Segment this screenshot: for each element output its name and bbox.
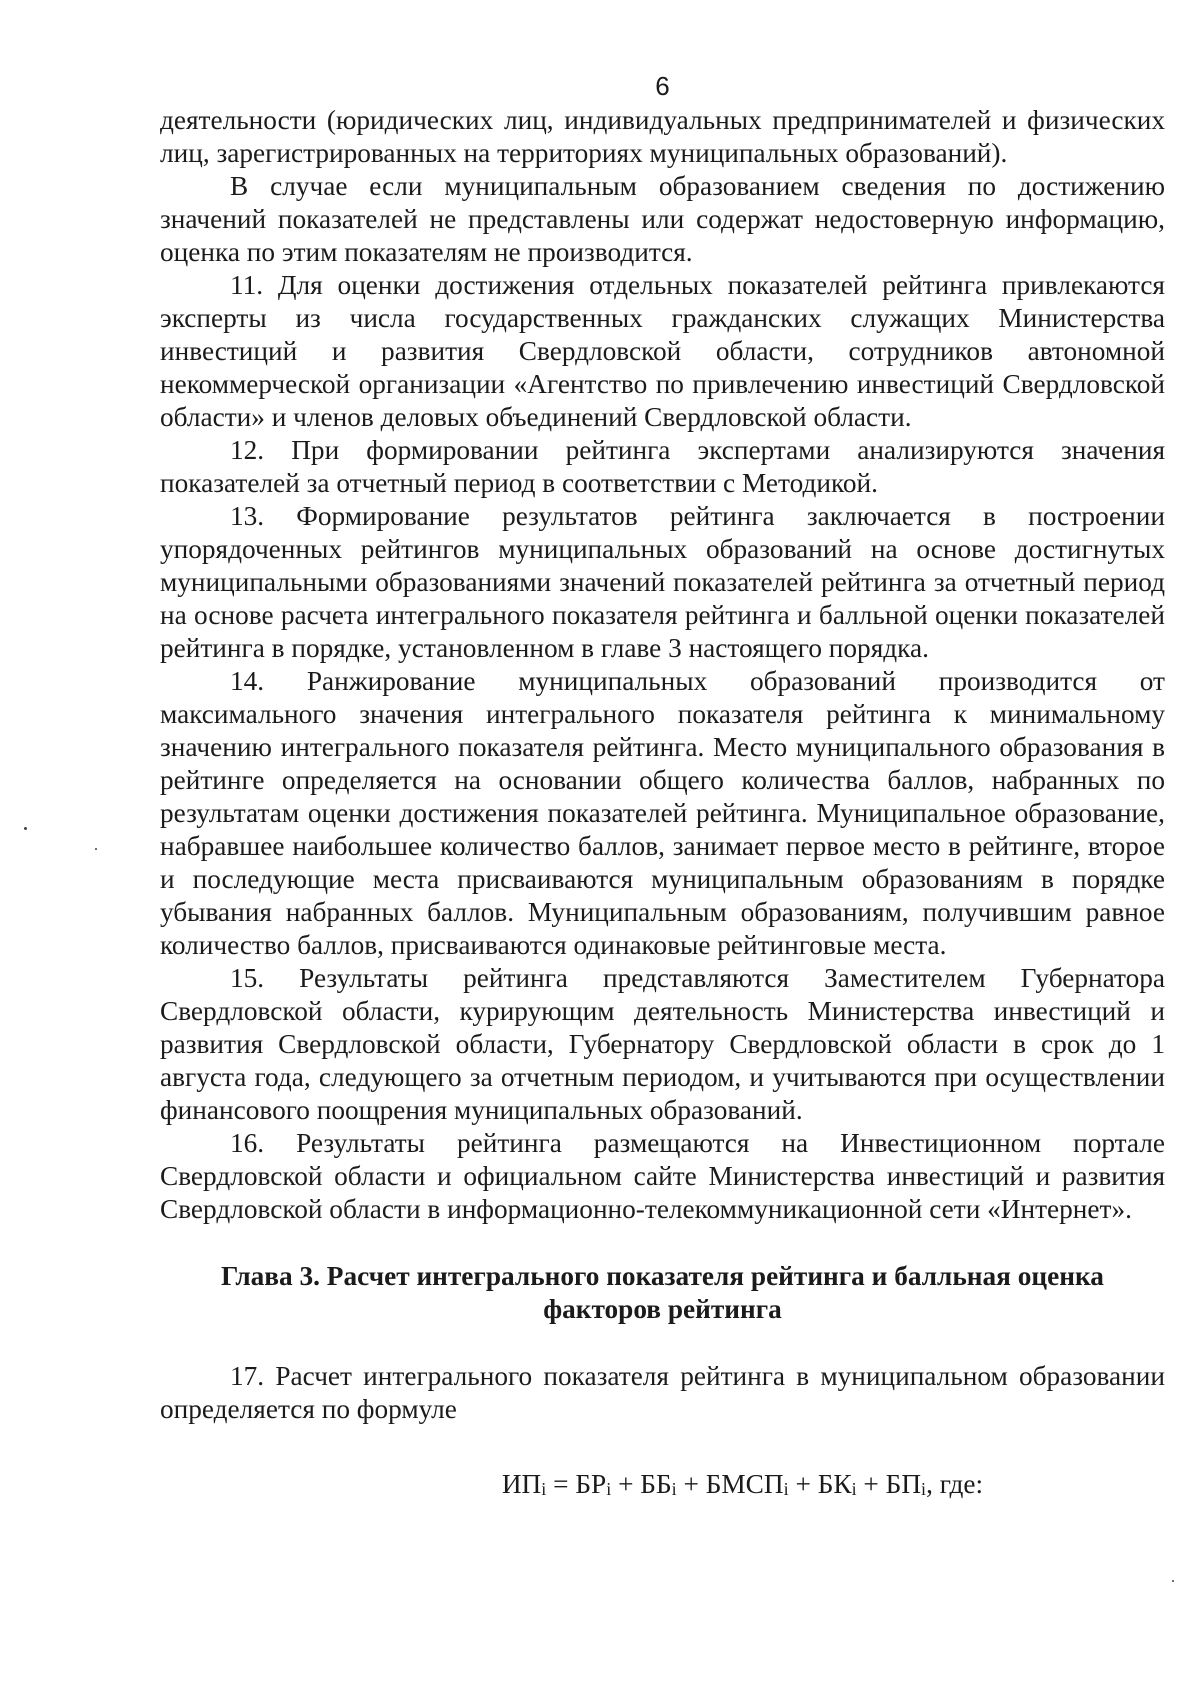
paragraph-12-analysis: 12. При формировании рейтинга экспертами анализируются значения показателей за отчетный период в соответствии с Методикой. [160, 435, 1165, 498]
scan-speck [95, 848, 97, 850]
page-number: 6 [655, 71, 670, 101]
formula-term-bb: ББ [640, 1469, 672, 1499]
paragraph-16-publication: 16. Результаты рейтинга размещаются на Инвестиционном портале Свердловской области и официальном сайте Министерства инвестиций и развития Свердловской области в информационно-телекоммуникационной сети «Интернет». [160, 1128, 1165, 1224]
paragraph-14-ranking: 14. Ранжирование муниципальных образований производится от максимального значения интегрального показателя рейтинга к минимальному значению интегрального показателя рейтинга. Место муниципального образования в рейтинге определяется на основании общего количества баллов, набранных по результатам оценки достижения показателей рейтинга. Муниципальное образование, набравшее наибольшее количество баллов, занимает первое место в рейтинге, второе и последующие места присваиваются муниципальным образованиям в порядке убывания набранных баллов. Муниципальным образованиям, получившим равное количество баллов, присваиваются одинаковые рейтинговые места. [160, 666, 1165, 960]
formula-index: i [851, 1479, 857, 1499]
chapter-3-heading: Глава 3. Расчет интегрального показателя рейтинга и балльная оценка факторов рейтинга [221, 1261, 1104, 1324]
formula-plus: + [795, 1469, 811, 1499]
document-page [160, 62, 1165, 1506]
paragraph-continuation: деятельности (юридических лиц, индивидуальных предпринимателей и физических лиц, зарегистрированных на территориях муниципальных образований). [160, 105, 1165, 168]
formula-lhs: ИП [501, 1469, 542, 1499]
formula-plus: + [863, 1469, 879, 1499]
formula-index: i [541, 1479, 547, 1499]
formula-term-bmsp: БМСП [705, 1469, 784, 1499]
integral-index-formula [320, 1468, 1165, 1506]
paragraph-11-experts: 11. Для оценки достижения отдельных показателей рейтинга привлекаются эксперты из числа государственных гражданских служащих Министерства инвестиций и развития Свердловской области, сотрудников автономной некоммерческой организации «Агентство по привлечению инвестиций Свердловской области» и членов деловых объединений Свердловской области. [160, 270, 1165, 432]
paragraph-17-calculation: 17. Расчет интегрального показателя рейтинга в муниципальном образовании определяется по формуле [160, 1361, 1165, 1424]
paragraph-13-formation: 13. Формирование результатов рейтинга заключается в построении упорядоченных рейтингов муниципальных образований на основе достигнутых муниципальными образованиями значений показателей рейтинга за отчетный период на основе расчета интегрального показателя рейтинга и балльной оценки показателей рейтинга в порядке, установленном в главе 3 настоящего порядка. [160, 501, 1165, 663]
paragraph-missing-data: В случае если муниципальным образованием сведения по достижению значений показателей не представлены или содержат недостоверную информацию, оценка по этим показателям не производится. [160, 171, 1165, 267]
scan-speck [24, 827, 27, 830]
formula-term-bk: БК [817, 1469, 852, 1499]
heading-spacer [160, 1326, 1165, 1360]
formula-equals: = [553, 1469, 569, 1499]
formula-term-br: БР [575, 1469, 607, 1499]
formula-index: i [606, 1479, 612, 1499]
scan-speck [1172, 1580, 1174, 1582]
formula-index: i [783, 1479, 789, 1499]
formula-plus: + [683, 1469, 699, 1499]
formula-suffix: , где: [926, 1469, 984, 1499]
paragraph-15-results: 15. Результаты рейтинга представляются Заместителем Губернатора Свердловской области, курирующим деятельность Министерства инвестиций и развития Свердловской области, Губернатору Свердловской области в срок до 1 августа года, следующего за отчетным периодом, и учитываются при осуществлении финансового поощрения муниципальных образований. [160, 963, 1165, 1125]
formula-plus: + [618, 1469, 634, 1499]
formula-index: i [921, 1479, 927, 1499]
formula-term-bp: БП [885, 1469, 922, 1499]
formula-index: i [671, 1479, 677, 1499]
